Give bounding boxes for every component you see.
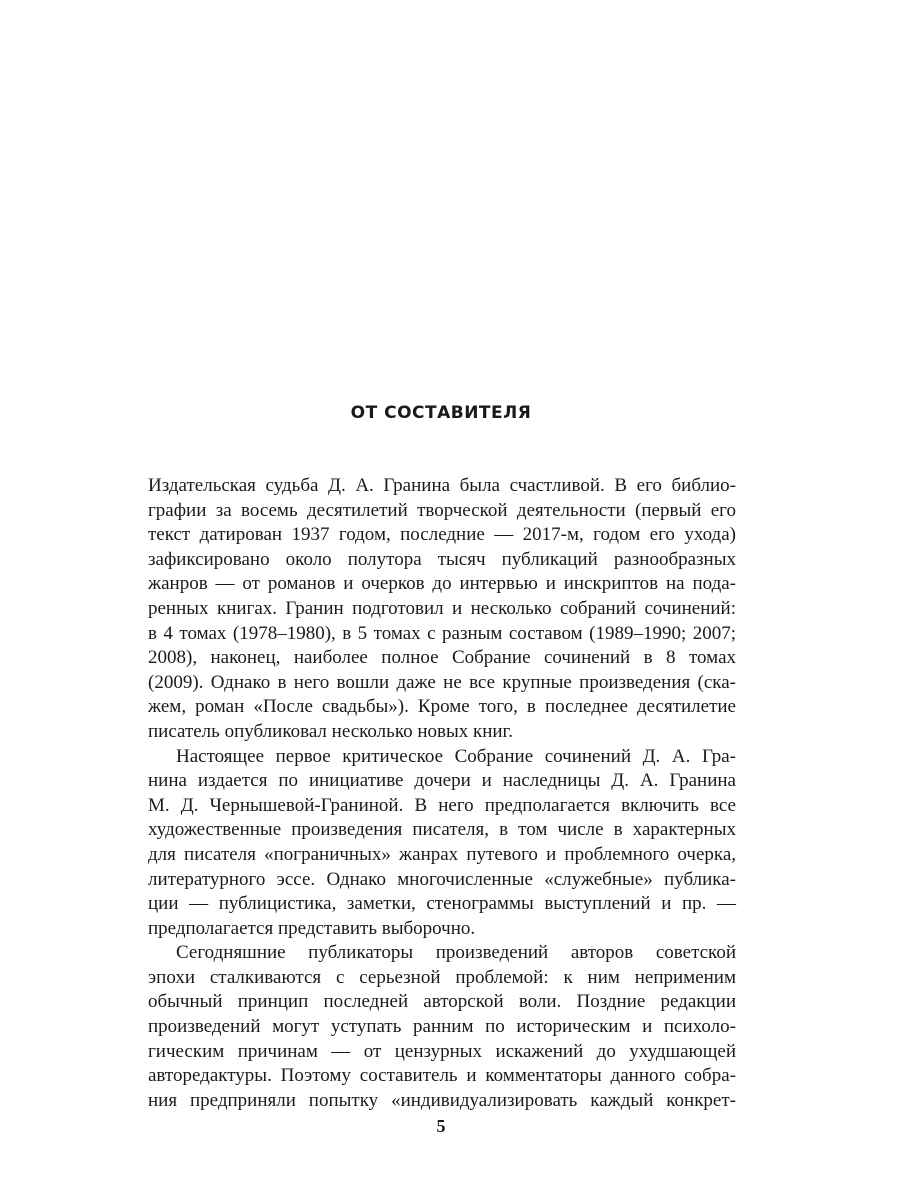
text-line: в 4 томах (1978–1980), в 5 томах с разным составом (1989–1990; 2007; <box>148 622 736 644</box>
text-line: ния предприняли попытку «индивидуализировать каждый конкрет- <box>148 1089 736 1111</box>
text-line: предполагается представить выборочно. <box>148 917 476 939</box>
text-line: жанров — от романов и очерков до интервью и инскриптов на пода- <box>148 573 736 595</box>
body-text <box>148 474 736 1113</box>
paragraph-3 <box>148 941 736 1113</box>
text-line: писатель опубликовал несколько новых книг. <box>148 720 513 742</box>
text-line: эпохи сталкиваются с серьезной проблемой: к ним неприменим <box>148 966 736 988</box>
text-line: литературного эссе. Однако многочисленные «служебные» публика- <box>148 868 736 890</box>
text-line: авторедактуры. Поэтому составитель и комментаторы данного собра- <box>148 1065 736 1087</box>
text-line: текст датирован 1937 годом, последние — 2017-м, годом его ухода) <box>148 524 736 546</box>
page-number: 5 <box>436 1116 446 1136</box>
text-line: Издательская судьба Д. А. Гранина была счастливой. В его библио- <box>148 475 736 496</box>
text-line: ции — публицистика, заметки, стенограммы выступлений и пр. — <box>148 893 736 915</box>
text-line: 2008), наконец, наиболее полное Собрание сочинений в 8 томах <box>148 647 736 669</box>
text-line: жем, роман «После свадьбы»). Кроме того, в последнее десятилетие <box>148 696 736 718</box>
text-line: зафиксировано около полутора тысяч публикаций разнообразных <box>148 548 736 570</box>
text-line: М. Д. Чернышевой-Граниной. В него предполагается включить все <box>148 794 736 816</box>
text-line: графии за восемь десятилетий творческой деятельности (первый его <box>148 499 736 521</box>
text-line: художественные произведения писателя, в том числе в характерных <box>148 819 736 841</box>
text-line: гическим причинам — от цензурных искажений до ухудшающей <box>148 1040 736 1062</box>
text-line: Сегодняшние публикаторы произведений авторов советской <box>176 942 736 964</box>
paragraph-1 <box>148 474 736 745</box>
text-line: (2009). Однако в него вошли даже не все крупные произведения (ска- <box>148 671 736 693</box>
text-line: обычный принцип последней авторской воли. Поздние редакции <box>148 991 736 1013</box>
text-line: произведений могут уступать ранним по историческим и психоло- <box>148 1016 736 1038</box>
text-line: нина издается по инициативе дочери и наследницы Д. А. Гранина <box>148 770 736 792</box>
text-line: для писателя «пограничных» жанрах путевого и проблемного очерка, <box>148 843 736 865</box>
text-line: ренных книгах. Гранин подготовил и несколько собраний сочинений: <box>148 597 736 619</box>
text-line: Настоящее первое критическое Собрание сочинений Д. А. Гра- <box>176 745 736 767</box>
chapter-heading: ОТ СОСТАВИТЕЛЯ <box>350 403 532 423</box>
paragraph-2 <box>148 745 736 942</box>
